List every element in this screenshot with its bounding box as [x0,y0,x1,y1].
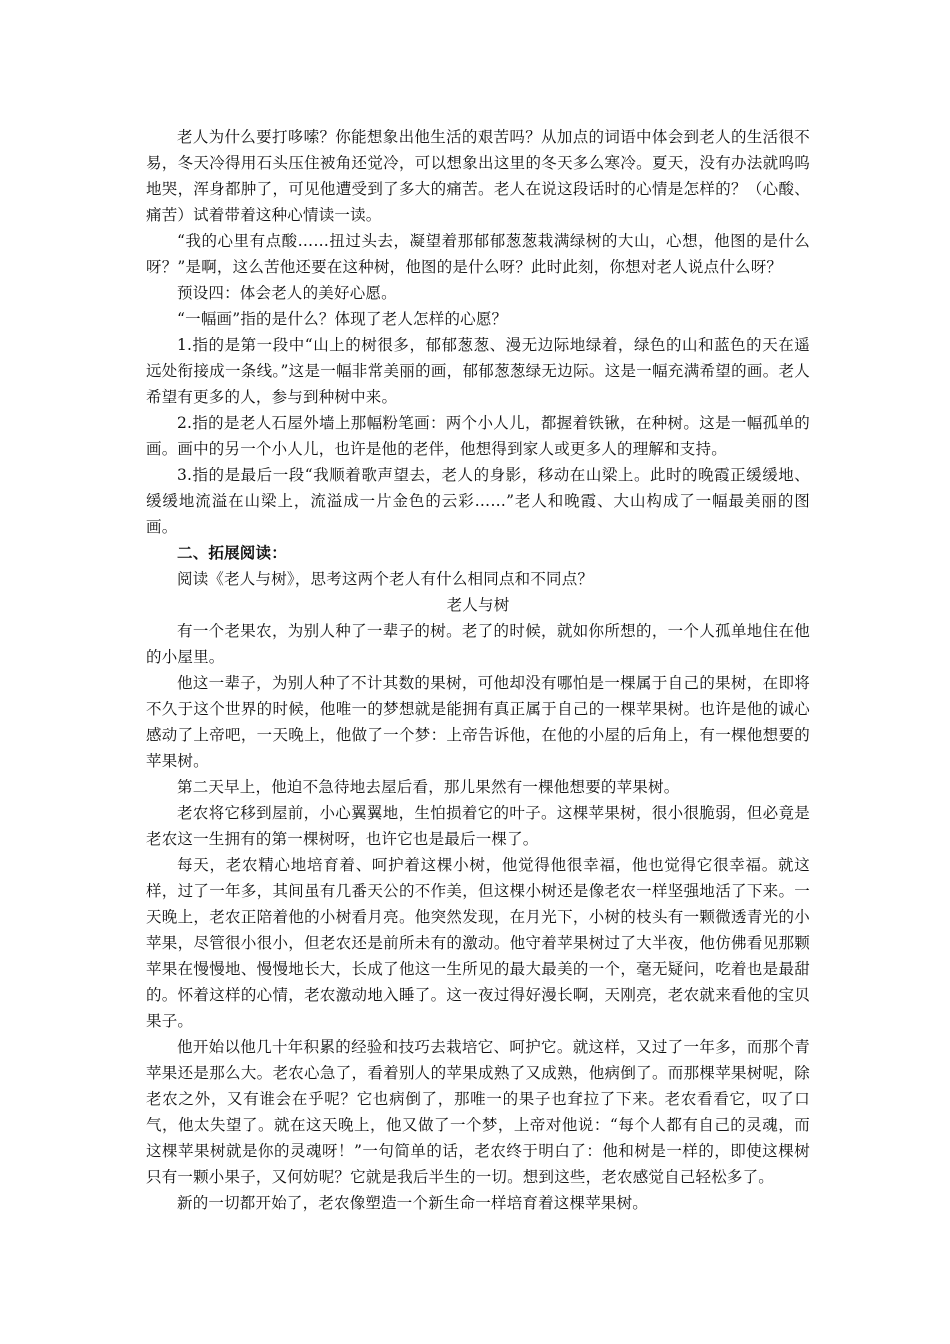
paragraph: 每天，老农精心地培育着、呵护着这棵小树，他觉得他很幸福，他也觉得它很幸福。就这样，过了一年多，其间虽有几番天公的不作美，但这棵小树还是像老农一样坚强地活了下来。一天晚上，老农正陪着他的小树看月亮。他突然发现，在月光下，小树的枝头有一颗微透青光的小苹果，尽管很小很小，但老农还是前所未有的激动。他守着苹果树过了大半夜，他仿佛看见那颗苹果在慢慢地、慢慢地长大，长成了他这一生所见的最大最美的一个，毫无疑问，吃着也是最甜的。怀着这样的心情，老农激动地入睡了。这一夜过得好漫长啊，天刚亮，老农就来看他的宝贝果子。 [146,856,810,1030]
paragraph: 阅读《老人与树》，思考这两个老人有什么相同点和不同点？ [177,570,594,588]
paragraph: “一幅画”指的是什么？体现了老人怎样的心愿？ [177,310,508,328]
paragraph: 老人为什么要打哆嗦？你能想象出他生活的艰苦吗？从加点的词语中体会到老人的生活很不易，冬天冷得用石头压住被角还觉冷，可以想象出这里的冬天多么寒冷。夏天，没有办法就呜呜地哭，浑身都肿了，可见他遭受到了多大的痛苦。老人在说这段话时的心情是怎样的？（心酸、痛苦）试着带着这种心情读一读。 [146,128,810,224]
paragraph: 他这一辈子，为别人种了不计其数的果树，可他却没有哪怕是一棵属于自己的果树，在即将不久于这个世界的时候，他唯一的梦想就是能拥有真正属于自己的一棵苹果树。也许是他的诚心感动了上帝吧，一天晚上，他做了一个梦：上帝告诉他，在他的小屋的后角上，有一棵他想要的苹果树。 [146,674,810,770]
paragraph: 他开始以他几十年积累的经验和技巧去栽培它、呵护它。就这样，又过了一年多，而那个青苹果还是那么大。老农心急了，看着别人的苹果成熟了又成熟，他病倒了。而那棵苹果树呢，除老农之外，又有谁会在乎呢？它也病倒了，那唯一的果子也耷拉了下来。老农看看它，叹了口气，他太失望了。就在这天晚上，他又做了一个梦，上帝对他说：“每个人都有自己的灵魂，而这棵苹果树就是你的灵魂呀！”一句简单的话，老农终于明白了：他和树是一样的，即使这棵树只有一颗小果子，又何妨呢？它就是我后半生的一切。想到这些，老农感觉自己轻松多了。 [146,1038,810,1186]
paragraph: “我的心里有点酸……扭过头去，凝望着那郁郁葱葱栽满绿树的大山，心想，他图的是什么呀？”是啊，这么苦他还要在这种树，他图的是什么呀？此时此刻，你想对老人说点什么呀？ [146,232,810,276]
paragraph: 第二天早上，他迫不急待地去屋后看，那儿果然有一棵他想要的苹果树。 [177,778,680,796]
paragraph: 新的一切都开始了，老农像塑造一个新生命一样培育着这棵苹果树。 [177,1194,649,1212]
story-title: 老人与树 [446,596,510,614]
paragraph: 老农将它移到屋前，小心翼翼地，生怕损着它的叶子。这棵苹果树，很小很脆弱，但必竟是老农这一生拥有的第一棵树呀，也许它也是最后一棵了。 [146,804,810,848]
document-page [146,124,810,1216]
list-item: 3.指的是最后一段“我顺着歌声望去，老人的身影，移动在山梁上。此时的晚霞正缓缓地、缓缓地流溢在山梁上，流溢成一片金色的云彩……”老人和晚霞、大山构成了一幅最美丽的图画。 [146,466,810,536]
paragraph: 有一个老果农，为别人种了一辈子的树。老了的时候，就如你所想的，一个人孤单地住在他的小屋里。 [146,622,810,666]
paragraph: 预设四：体会老人的美好心愿。 [177,284,397,302]
list-item: 2.指的是老人石屋外墙上那幅粉笔画：两个小人儿，都握着铁锹，在种树。这是一幅孤单的画。画中的另一个小人儿，也许是他的老伴，他想得到家人或更多人的理解和支持。 [146,414,810,458]
section-heading: 二、拓展阅读： [177,543,287,562]
list-item: 1.指的是第一段中“山上的树很多，郁郁葱葱、漫无边际地绿着，绿色的山和蓝色的天在遥远处衔接成一条线。”这是一幅非常美丽的画，郁郁葱葱绿无边际。这是一幅充满希望的画。老人希望有更多的人，参与到种树中来。 [146,336,810,406]
